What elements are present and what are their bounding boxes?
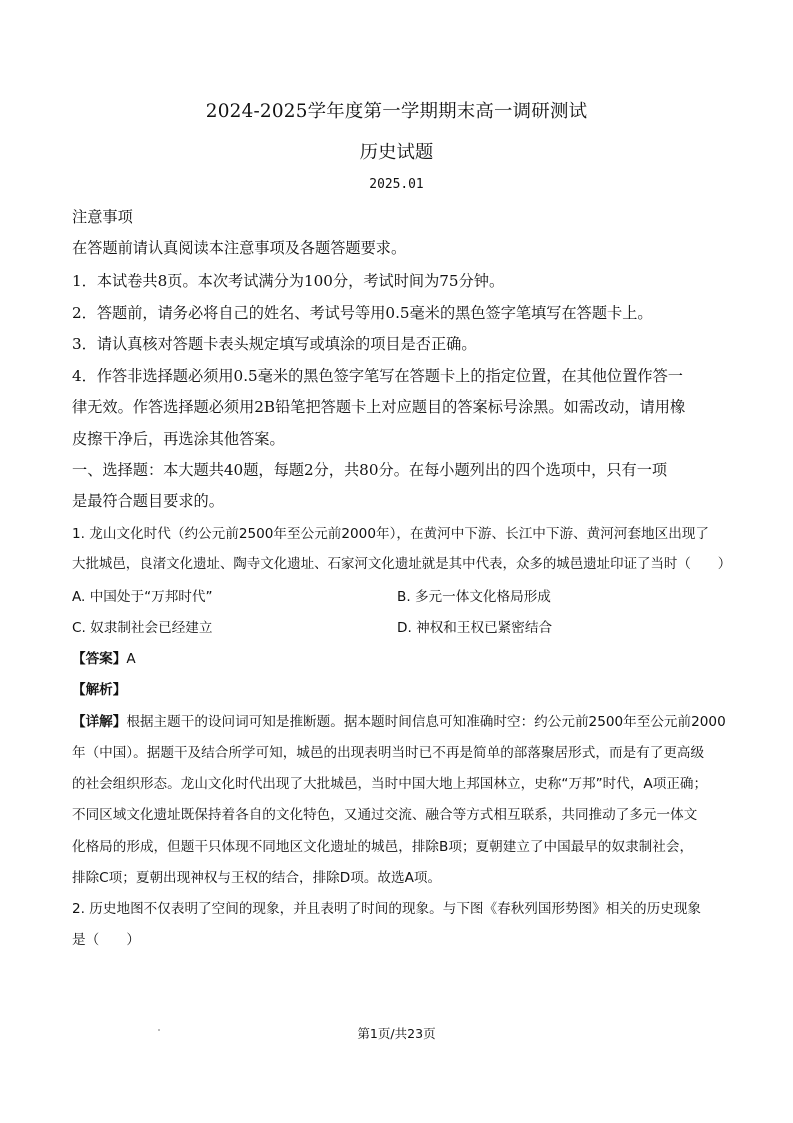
- analysis-line: [72, 678, 126, 698]
- answer-value: A: [126, 651, 136, 667]
- notice-item: 4．作答非选择题必须用0.5毫米的黑色签字笔写在答题卡上的指定位置，在其他位置作答一: [72, 367, 683, 385]
- detail-text: 年（中国）。据题干及结合所学可知，城邑的出现表明当时已不再是简单的部落聚居形式，而是有了更高级: [72, 745, 705, 761]
- section-heading-cont: 是最符合题目要求的。: [72, 492, 224, 510]
- exam-title: 2024-2025学年度第一学期期末高一调研测试: [205, 101, 588, 122]
- notice-item: 2．答题前，请务必将自己的姓名、考试号等用0.5毫米的黑色签字笔填写在答题卡上。: [72, 304, 653, 322]
- notice-intro: 在答题前请认真阅读本注意事项及各题答题要求。: [72, 239, 407, 257]
- notice-heading: 注意事项: [72, 208, 133, 226]
- detail-text: 的社会组织形态。龙山文化时代出现了大批城邑，当时中国大地上邦国林立，史称“万邦”时代，A项正确；: [72, 776, 708, 792]
- detail-text: 化格局的形成，但题干只体现不同地区文化遗址的城邑，排除B项；夏朝建立了中国最早的奴隶制社会，: [72, 839, 694, 855]
- detail-text: 根据主题干的设问词可知是推断题。据本题时间信息可知准确时空：约公元前2500年至公元前2000: [126, 714, 726, 730]
- option-b: B. 多元一体文化格局形成: [397, 589, 551, 605]
- question-1-stem-cont: 大批城邑，良渚文化遗址、陶寺文化遗址、石家河文化遗址就是其中代表，众多的城邑遗址印证了当时（ ）: [72, 557, 732, 572]
- option-d: D. 神权和王权已紧密结合: [397, 620, 553, 636]
- question-1-stem: 1. 龙山文化时代（约公元前2500年至公元前2000年），在黄河中下游、长江中下游、黄河河套地区出现了: [72, 526, 710, 542]
- section-heading: 一、选择题：本大题共40题，每题2分，共80分。在每小题列出的四个选项中，只有一项: [72, 461, 668, 479]
- question-2-stem-cont: 是（ ）: [72, 932, 140, 948]
- answer-label: 【答案】: [72, 651, 127, 667]
- page-number: 第1页/共23页: [357, 1026, 436, 1041]
- detail-line: [72, 710, 726, 730]
- answer-line: [72, 647, 136, 667]
- notice-item: 律无效。作答选择题必须用2B铅笔把答题卡上对应题目的答案标号涂黑。如需改动，请用橡: [72, 398, 686, 416]
- detail-label: 【详解】: [72, 714, 127, 730]
- notice-item: 3．请认真核对答题卡表头规定填写或填涂的项目是否正确。: [72, 335, 477, 353]
- exam-date: 2025.01: [369, 177, 424, 192]
- analysis-label: 【解析】: [72, 682, 127, 698]
- option-c: C. 奴隶制社会已经建立: [72, 620, 213, 636]
- notice-item: 1．本试卷共8页。本次考试满分为100分，考试时间为75分钟。: [72, 272, 505, 290]
- notice-item: 皮擦干净后，再选涂其他答案。: [72, 430, 285, 448]
- option-a: A. 中国处于“万邦时代”: [72, 589, 213, 605]
- exam-subject: 历史试题: [359, 142, 434, 163]
- detail-text: 不同区域文化遗址既保持着各自的文化特色，又通过交流、融合等方式相互联系，共同推动了多元一体文: [72, 807, 698, 823]
- detail-text: 排除C项；夏朝出现神权与王权的结合，排除D项。故选A项。: [72, 870, 442, 886]
- question-2-stem: 2. 历史地图不仅表明了空间的现象，并且表明了时间的现象。与下图《春秋列国形势图》相关的历史现象: [72, 901, 702, 917]
